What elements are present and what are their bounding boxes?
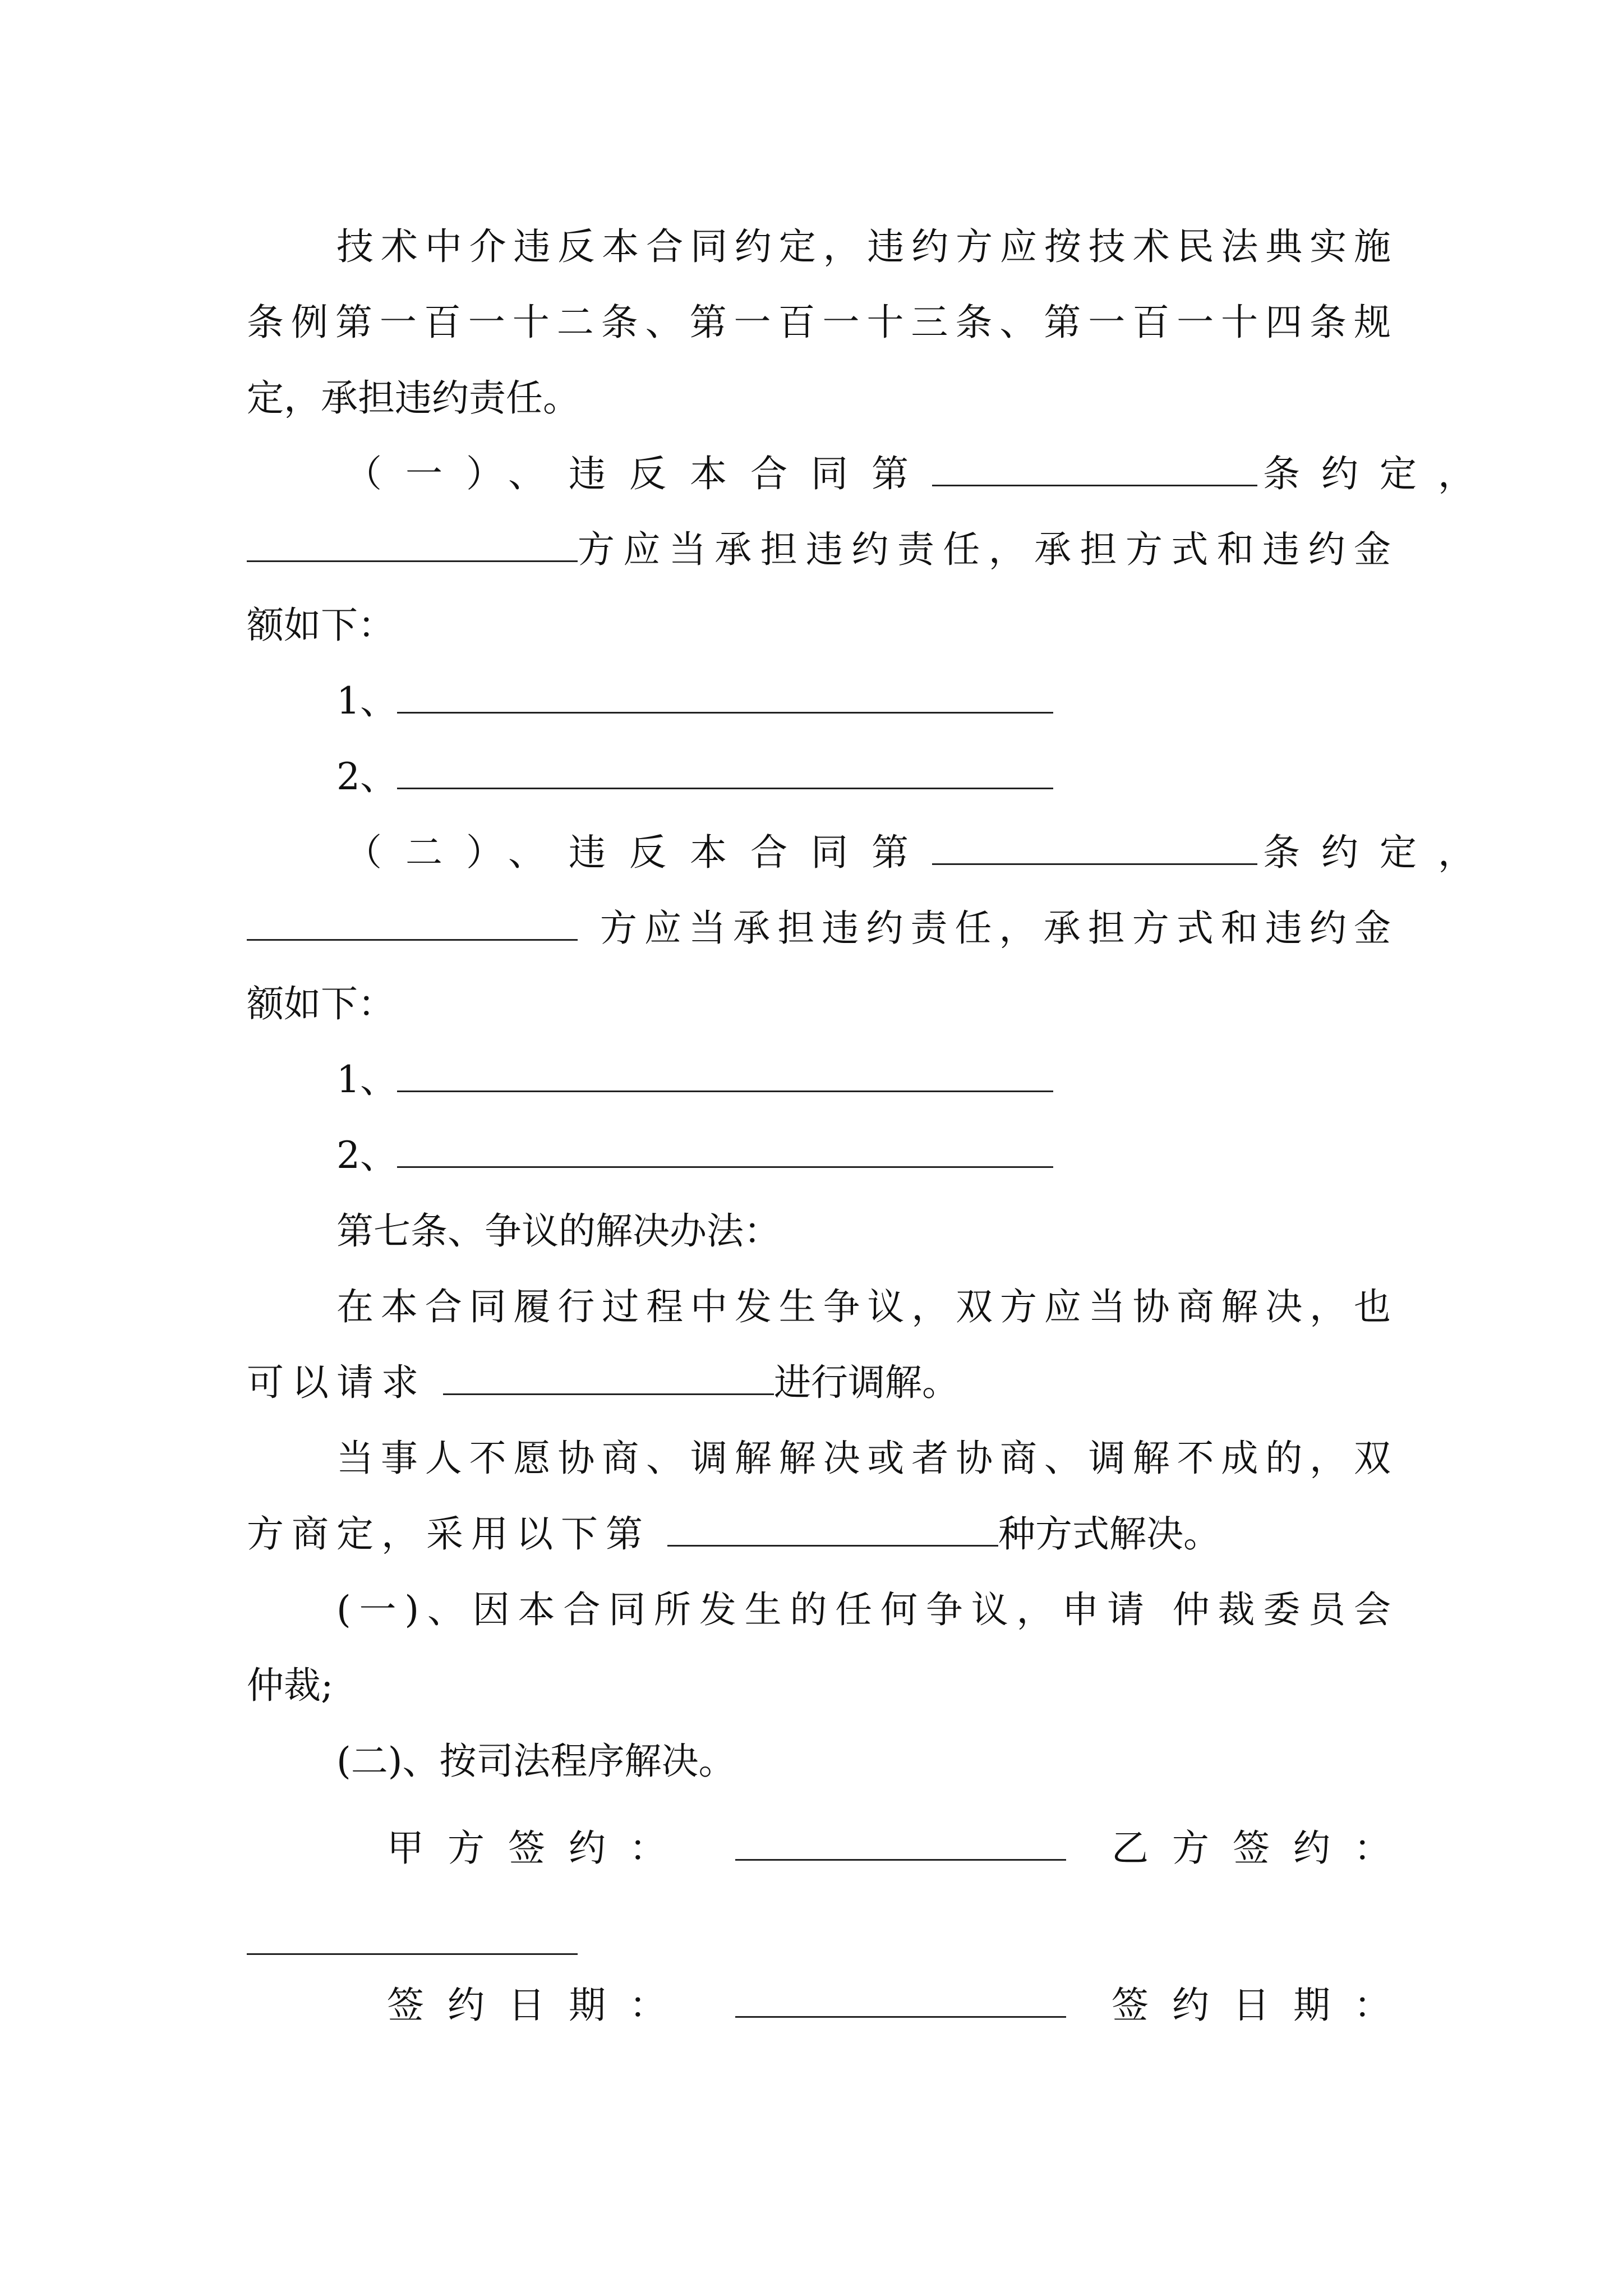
paragraph-line: 额如下： <box>247 604 395 647</box>
article-number-blank[interactable] <box>932 830 1257 865</box>
method-blank[interactable] <box>667 1511 998 1547</box>
paragraph-line: (一)、因本合同所发生的任何争议，申请 仲裁委员会 <box>336 1588 1391 1631</box>
paragraph-line <box>247 1355 1391 1411</box>
paragraph-line: (二)、按司法程序解决。 <box>336 1740 736 1783</box>
paragraph-text: 种方式解决。 <box>998 1512 1220 1556</box>
item-number: 2、 <box>336 1134 397 1177</box>
paragraph-line: 在本合同履行过程中发生争议，双方应当协商解决，也 <box>336 1285 1391 1328</box>
party-b-sign-blank[interactable] <box>247 1953 578 1955</box>
date-line <box>387 1977 1414 2033</box>
item-blank[interactable] <box>397 1057 1053 1092</box>
clause-suffix: 条约定， <box>1263 831 1496 874</box>
article-number-blank[interactable] <box>932 451 1257 486</box>
clause-line <box>345 825 1496 881</box>
clause-line <box>345 446 1496 502</box>
paragraph-line: 额如下： <box>247 982 395 1025</box>
clause-suffix: 条约定， <box>1263 452 1496 495</box>
paragraph-line: 技术中介违反本合同约定，违约方应按技术民法典实施 <box>336 225 1391 268</box>
clause-line <box>247 900 1391 956</box>
party-a-sign-blank[interactable] <box>735 1825 1066 1861</box>
item-number: 1、 <box>336 1058 397 1101</box>
paragraph-line: 仲裁; <box>247 1664 334 1707</box>
article-heading: 第七条、争议的解决办法： <box>336 1209 781 1253</box>
list-item <box>336 1128 1391 1184</box>
party-a-sign-label: 甲方签约： <box>387 1826 690 1870</box>
party-blank[interactable] <box>247 905 578 941</box>
list-item <box>336 749 1391 805</box>
paragraph-line: 条例第一百一十二条、第一百一十三条、第一百一十四条规 <box>247 301 1391 344</box>
party-b-date-label: 签约日期： <box>1112 1984 1414 2027</box>
signature-line <box>387 1820 1414 1876</box>
item-blank[interactable] <box>397 678 1053 714</box>
item-number: 1、 <box>336 679 397 723</box>
paragraph-line <box>247 1506 1391 1562</box>
clause-text: 方应当承担违约责任，承担方式和违约金 <box>600 907 1391 950</box>
paragraph-text: 可以请求 <box>247 1361 426 1404</box>
paragraph-line: 当事人不愿协商、调解解决或者协商、调解不成的，双 <box>336 1437 1391 1480</box>
clause-text: 方应当承担违约责任，承担方式和违约金 <box>578 528 1391 571</box>
paragraph-text: 进行调解。 <box>774 1361 959 1404</box>
item-number: 2、 <box>336 755 397 798</box>
mediator-blank[interactable] <box>443 1360 774 1395</box>
item-blank[interactable] <box>397 754 1053 789</box>
item-blank[interactable] <box>397 1133 1053 1168</box>
party-b-sign-label: 乙方签约： <box>1112 1826 1414 1870</box>
party-blank[interactable] <box>247 527 578 562</box>
clause-label: （二）、违反本合同第 <box>345 831 932 874</box>
paragraph-text: 方商定，采用以下第 <box>247 1512 651 1556</box>
clause-label: （一）、违反本合同第 <box>345 452 932 495</box>
party-a-date-blank[interactable] <box>735 1982 1066 2018</box>
party-a-date-label: 签约日期： <box>387 1984 690 2027</box>
list-item <box>336 673 1391 729</box>
list-item <box>336 1052 1391 1108</box>
clause-line <box>247 522 1391 578</box>
paragraph-line: 定，承担违约责任。 <box>247 376 580 420</box>
